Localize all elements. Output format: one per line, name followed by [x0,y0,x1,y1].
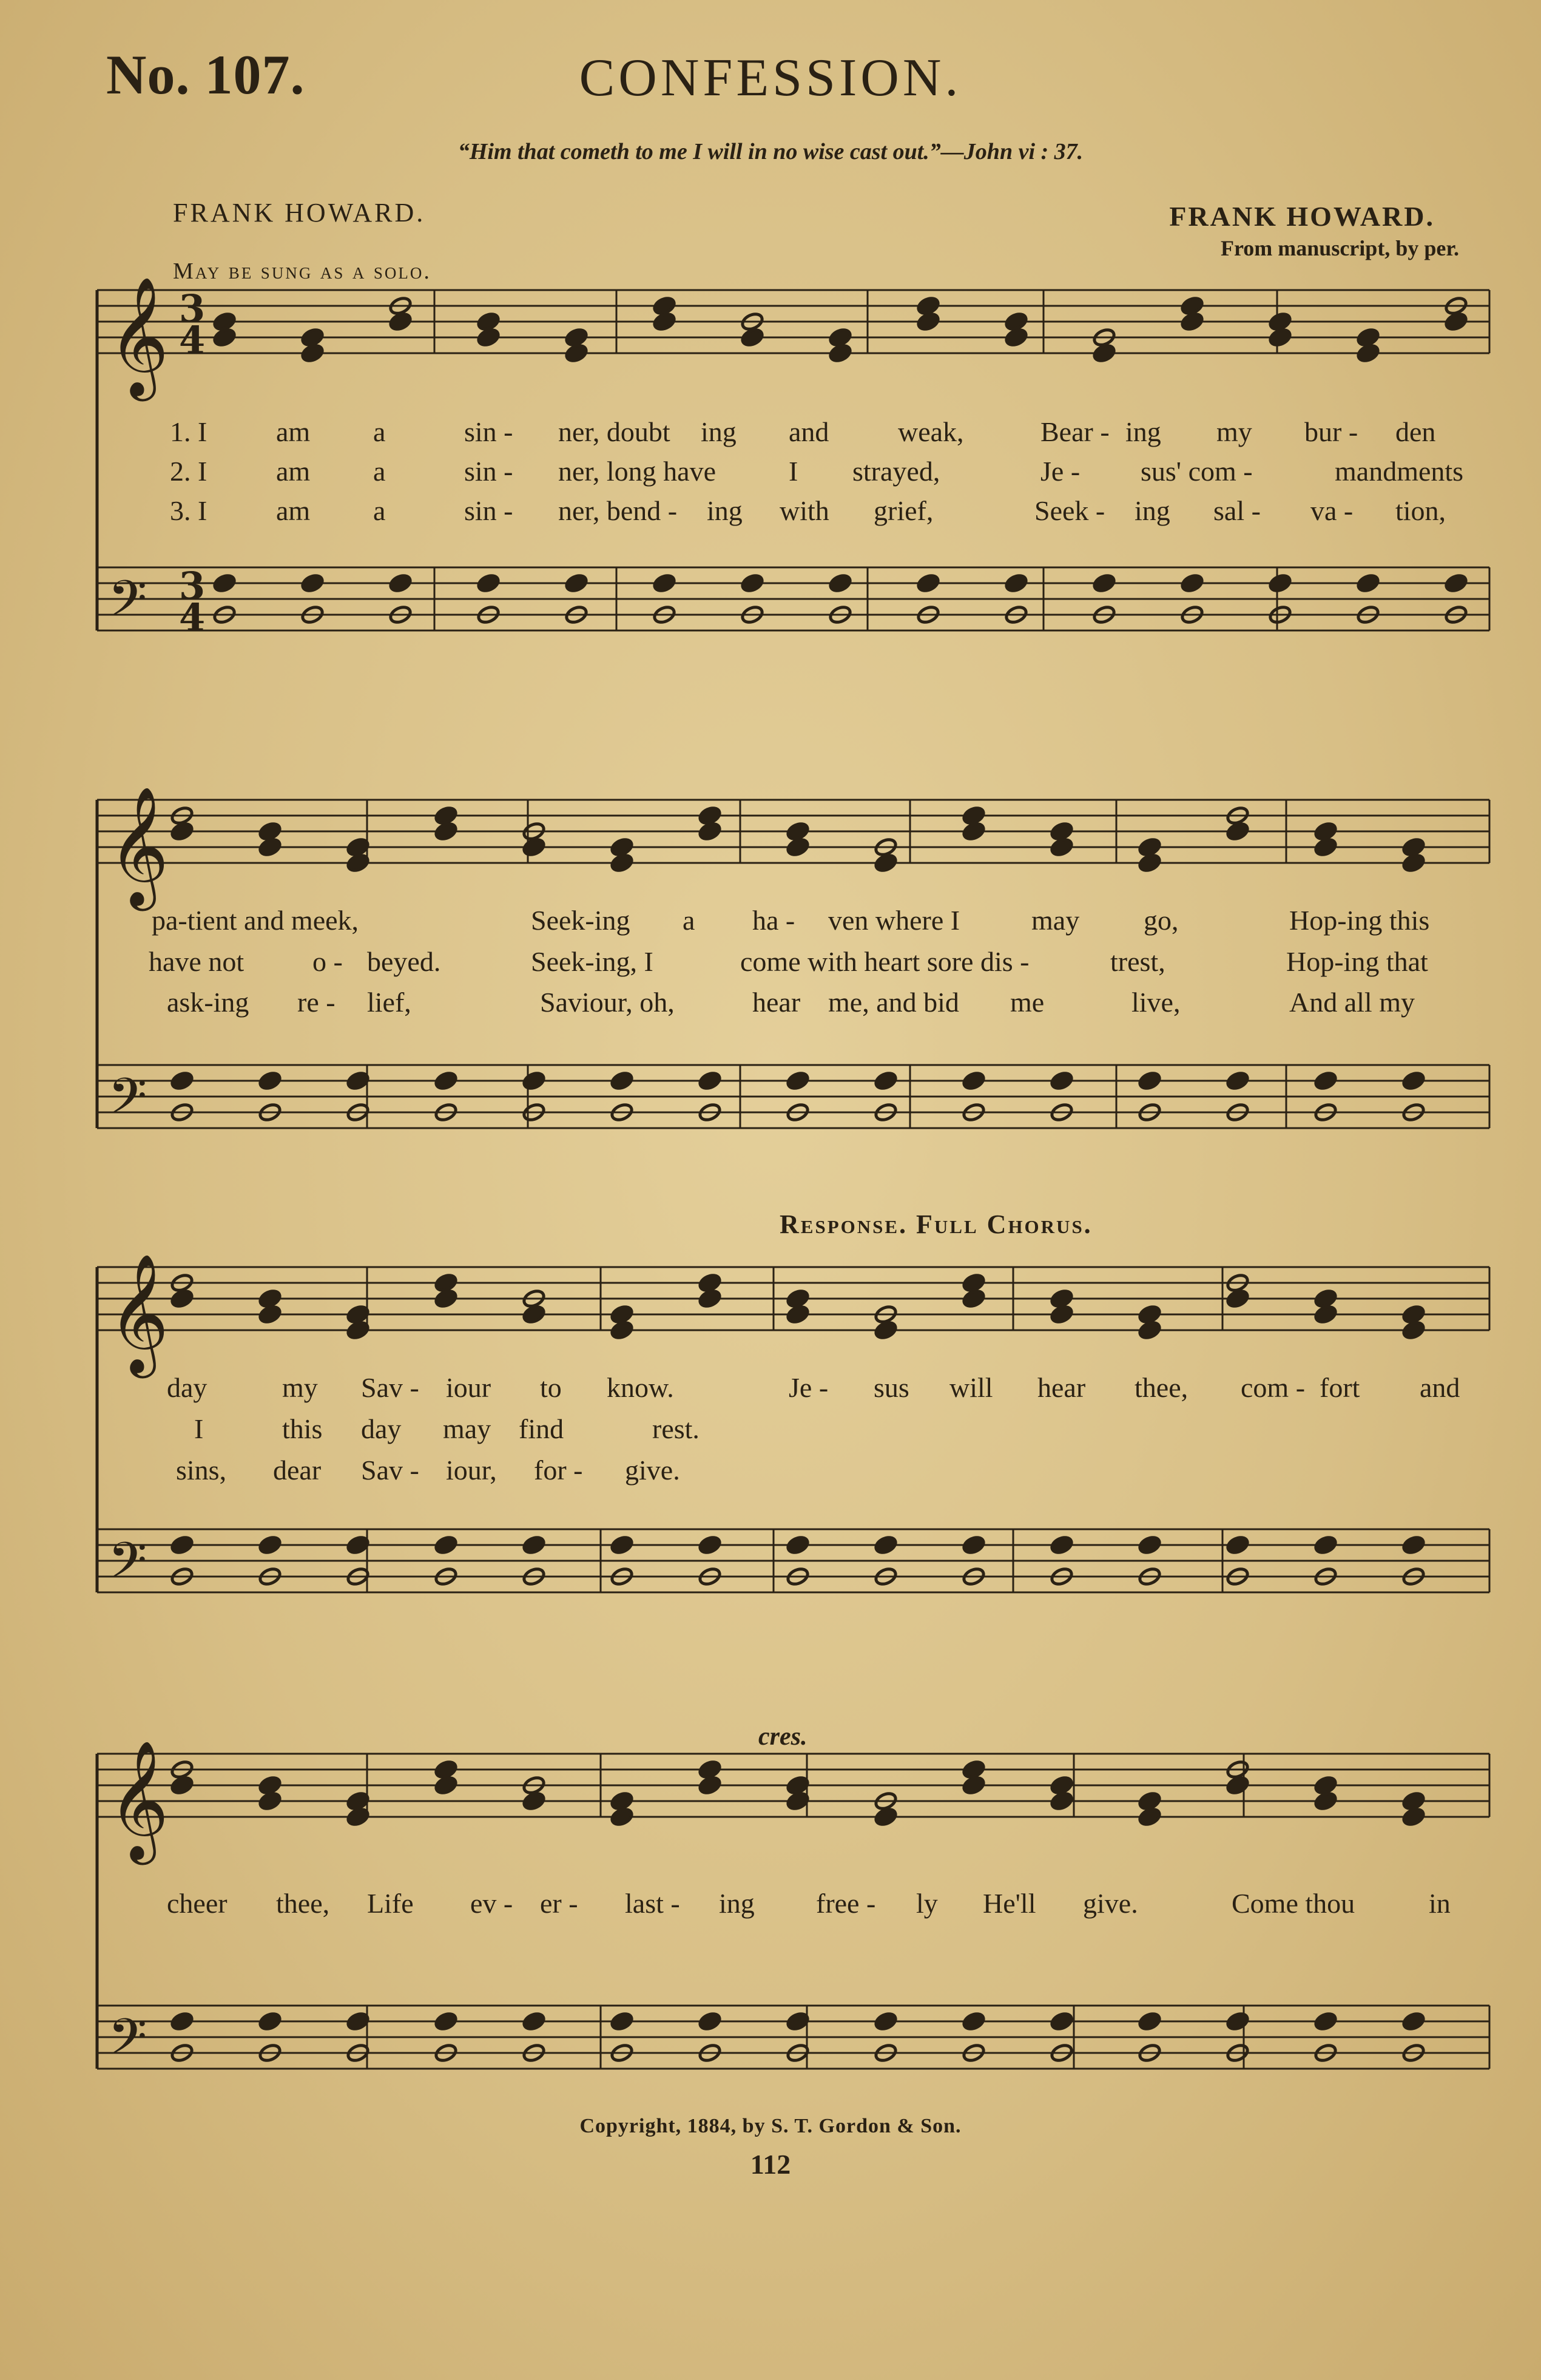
note-head [1444,573,1468,593]
time-signature: 4 [179,318,206,362]
lyric-syllable: beyed. [367,946,441,977]
note-head [1180,311,1204,332]
lyric-syllable: a [373,495,386,526]
lyric-syllable: Seek-ing, I [531,946,653,977]
note-head [258,1304,282,1325]
lyric-syllable: give. [625,1455,680,1486]
lyric-syllable: weak, [898,416,964,447]
lyric-syllable: day [361,1413,402,1444]
note-head [916,573,940,593]
note-head [874,1535,898,1555]
note-head [434,2011,458,2032]
note-head [698,821,722,842]
note-head [1401,853,1426,873]
note-head [786,1070,810,1091]
note-head [1401,1535,1426,1555]
note-head [258,1535,282,1555]
note-head [610,1320,634,1340]
note-head [522,1791,546,1811]
note-head [1138,1320,1162,1340]
note-head [1180,573,1204,593]
lyric-syllable: Seek-ing [531,905,630,936]
note-head [434,1288,458,1309]
note-head [652,573,676,593]
lyric-syllable: ner, doubt [558,416,670,447]
lyric-syllable: 1. I [170,416,207,447]
lyric-syllable: sal - [1213,495,1261,526]
lyric-syllable: am [276,495,311,526]
lyric-syllable: ner, bend - [558,495,678,526]
note-head [1092,573,1116,593]
note-head [828,573,852,593]
lyric-syllable: for - [534,1455,583,1486]
lyric-syllable: va - [1310,495,1354,526]
note-head [1268,327,1292,348]
note-head [1401,1320,1426,1340]
lyric-syllable: find [519,1413,564,1444]
note-head [1004,327,1028,348]
lyric-syllable: pa-tient and meek, [152,905,359,936]
note-head [258,2011,282,2032]
lyric-syllable: a [373,416,386,447]
note-head [962,1070,986,1091]
lyric-syllable: 2. I [170,456,207,487]
note-head [610,1535,634,1555]
lyric-syllable: free - [816,1888,876,1919]
lyric-syllable: am [276,416,311,447]
lyric-syllable: Come thou [1232,1888,1355,1919]
note-head [962,1288,986,1309]
note-head [1050,837,1074,857]
lyric-syllable: Life [367,1888,414,1919]
note-head [170,821,194,842]
note-head [1050,1304,1074,1325]
note-head [874,1070,898,1091]
lyric-syllable: hear [752,987,801,1018]
treble-clef-icon: 𝄞 [108,786,169,906]
note-head [1401,1807,1426,1827]
lyric-syllable: sin - [464,495,513,526]
note-head [1313,1070,1338,1091]
note-head [170,1070,194,1091]
note-head [300,573,325,593]
lyric-syllable: I [789,456,798,487]
bass-clef-icon: 𝄢 [108,2007,147,2078]
note-head [1226,1535,1250,1555]
lyric-syllable: ly [916,1888,938,1919]
lyric-syllable: with [780,495,829,526]
lyric-syllable: com - [1241,1372,1306,1403]
lyric-syllable: He'll [983,1888,1036,1919]
note-head [610,1070,634,1091]
lyric-syllable: sins, [176,1455,227,1486]
treble-clef-icon: 𝄞 [108,1740,169,1860]
note-head [300,343,325,363]
crescendo-mark: cres. [758,1723,808,1751]
lyric-syllable: ask-ing [167,987,249,1018]
note-head [476,573,501,593]
lyric-syllable: iour, [446,1455,497,1486]
lyric-syllable: I [194,1413,204,1444]
note-head [522,1304,546,1325]
hymn-title: CONFESSION. [579,49,962,107]
note-head [434,1775,458,1796]
lyric-syllable: rest. [652,1413,700,1444]
lyric-syllable: ner, long have [558,456,717,487]
lyric-syllable: thee, [1135,1372,1189,1403]
lyric-syllable: in [1429,1888,1451,1919]
lyric-syllable: may [1031,905,1080,936]
lyric-syllable: iour [446,1372,491,1403]
note-head [874,1320,898,1340]
lyric-syllable: sus' com - [1141,456,1253,487]
lyric-syllable: my [1216,416,1252,447]
lyric-syllable: Bear - [1040,416,1110,447]
note-head [698,2011,722,2032]
lyric-syllable: a [373,456,386,487]
note-head [434,821,458,842]
note-head [786,1304,810,1325]
lyric-syllable: my [282,1372,318,1403]
note-head [962,1775,986,1796]
copyright-notice: Copyright, 1884, by S. T. Gordon & Son. [579,2115,962,2137]
note-head [170,2011,194,2032]
note-head [476,327,501,348]
treble-clef-icon: 𝄞 [108,1253,169,1373]
lyric-syllable: Je - [789,1372,829,1403]
note-head [212,573,237,593]
lyric-syllable: ha - [752,905,795,936]
lyric-syllable: er - [540,1888,578,1919]
note-head [1050,1070,1074,1091]
note-head [698,1070,722,1091]
note-head [212,327,237,348]
note-head [610,853,634,873]
note-head [740,573,764,593]
lyric-syllable: 3. I [170,495,207,526]
lyric-syllable: ven where I [828,905,960,936]
hymn-number: No. 107. [106,44,305,106]
noteheads [170,296,1468,2063]
lyric-syllable: Hop-ing this [1289,905,1430,936]
lyric-syllable: Saviour, oh, [540,987,675,1018]
note-head [828,343,852,363]
note-head [522,1070,546,1091]
note-head [1226,2011,1250,2032]
note-head [1313,1304,1338,1325]
note-head [1138,1807,1162,1827]
lyric-syllable: ing [1125,416,1161,447]
note-head [434,1535,458,1555]
lyric-syllable: fort [1320,1372,1360,1403]
time-signature: 4 [179,595,206,640]
note-head [522,2011,546,2032]
lyric-syllable: thee, [276,1888,330,1919]
note-head [874,853,898,873]
lyric-syllable: and [1420,1372,1460,1403]
lyric-syllable: hear [1037,1372,1086,1403]
lyric-syllable: this [282,1413,323,1444]
note-head [1092,343,1116,363]
lyric-syllable: come with heart sore dis - [740,946,1030,977]
lyric-syllable: day [167,1372,207,1403]
note-head [916,311,940,332]
note-head [1226,1070,1250,1091]
lyric-syllable: to [540,1372,562,1403]
lyric-syllable: know. [607,1372,674,1403]
time-signature: 3 [179,286,206,331]
source-note: From manuscript, by per. [1220,236,1459,260]
lyric-syllable: live, [1131,987,1181,1018]
note-head [652,311,676,332]
note-head [1356,573,1380,593]
note-head [1138,2011,1162,2032]
lyric-syllable: ing [1135,495,1170,526]
note-head [1226,1288,1250,1309]
note-head [170,1535,194,1555]
lyric-syllable: mandments [1335,456,1464,487]
note-head [1401,2011,1426,2032]
lyric-syllable: a [683,905,695,936]
note-head [522,1535,546,1555]
note-head [1138,1070,1162,1091]
lyric-syllable: sus [874,1372,909,1403]
lyric-syllable: me, and bid [828,987,959,1018]
note-head [434,1070,458,1091]
lyric-syllable: tion, [1395,495,1446,526]
lyric-syllable: den [1395,416,1436,447]
note-head [564,573,588,593]
lyric-syllable: bur - [1304,416,1358,447]
lyric-syllable: And all my [1289,987,1415,1018]
lyric-syllable: trest, [1110,946,1165,977]
note-head [1313,837,1338,857]
lyric-syllable: dear [273,1455,322,1486]
treble-clef-icon: 𝄞 [108,276,169,396]
lyric-syllable: lief, [367,987,411,1018]
note-head [1050,1791,1074,1811]
note-head [1356,343,1380,363]
note-head [1313,2011,1338,2032]
note-head [170,1775,194,1796]
note-head [1050,2011,1074,2032]
lyric-syllable: ing [707,495,743,526]
note-head [1313,1791,1338,1811]
lyric-syllable: Hop-ing that [1286,946,1428,977]
lyric-syllable: cheer [167,1888,228,1919]
note-head [388,311,413,332]
note-head [610,2011,634,2032]
lyric-syllable: Seek - [1034,495,1105,526]
note-head [786,1535,810,1555]
lyric-syllable: last - [625,1888,680,1919]
note-head [1313,1535,1338,1555]
scripture-epigraph: “Him that cometh to me I will in no wise cast out.”—John vi : 37. [457,139,1084,164]
note-head [962,1535,986,1555]
note-head [962,821,986,842]
lyric-syllable: may [443,1413,491,1444]
note-head [346,1320,370,1340]
bass-clef-icon: 𝄢 [108,1531,147,1602]
lyric-syllable: re - [297,987,336,1018]
time-signature: 3 [179,564,206,608]
lyric-syllable: me [1010,987,1045,1018]
lyric-syllable: am [276,456,311,487]
lyric-syllable: ing [719,1888,755,1919]
note-head [962,2011,986,2032]
note-head [346,853,370,873]
lyric-syllable: Sav - [361,1455,419,1486]
bass-clef-icon: 𝄢 [108,569,147,640]
note-head [388,573,413,593]
lyric-syllable: will [949,1372,993,1403]
note-head [874,2011,898,2032]
lyric-syllable: and [789,416,829,447]
note-head [1401,1070,1426,1091]
page-number: 112 [750,2149,791,2180]
composer-credit: FRANK HOWARD. [1169,201,1435,232]
note-head [874,1807,898,1827]
performance-note: May be sung as a solo. [173,259,431,284]
lyric-syllable: Sav - [361,1372,419,1403]
lyric-syllable: sin - [464,456,513,487]
note-head [258,1791,282,1811]
lyric-syllable: sin - [464,416,513,447]
lyricist-credit: FRANK HOWARD. [173,198,426,228]
note-head [698,1535,722,1555]
lyric-syllable: have not [149,946,244,977]
note-head [610,1807,634,1827]
lyric-syllable: grief, [874,495,934,526]
note-head [1444,311,1468,332]
note-head [170,1288,194,1309]
lyric-syllable: Je - [1040,456,1081,487]
note-head [1226,1775,1250,1796]
lyric-syllable: ev - [470,1888,513,1919]
note-head [698,1775,722,1796]
lyric-syllable: ing [701,416,737,447]
note-head [1226,821,1250,842]
note-head [1138,853,1162,873]
response-chorus-note: Response. Full Chorus. [780,1209,1093,1239]
lyric-syllable: go, [1144,905,1179,936]
note-head [786,837,810,857]
note-head [1004,573,1028,593]
lyric-syllable: o - [312,946,343,977]
note-head [740,327,764,348]
note-head [564,343,588,363]
note-head [1050,1535,1074,1555]
note-head [698,1288,722,1309]
note-head [346,1807,370,1827]
lyric-syllable: give. [1083,1888,1138,1919]
note-head [258,837,282,857]
note-head [522,837,546,857]
lyric-syllable: strayed, [852,456,940,487]
note-head [1268,573,1292,593]
note-head [258,1070,282,1091]
bass-clef-icon: 𝄢 [108,1067,147,1138]
note-head [1138,1535,1162,1555]
